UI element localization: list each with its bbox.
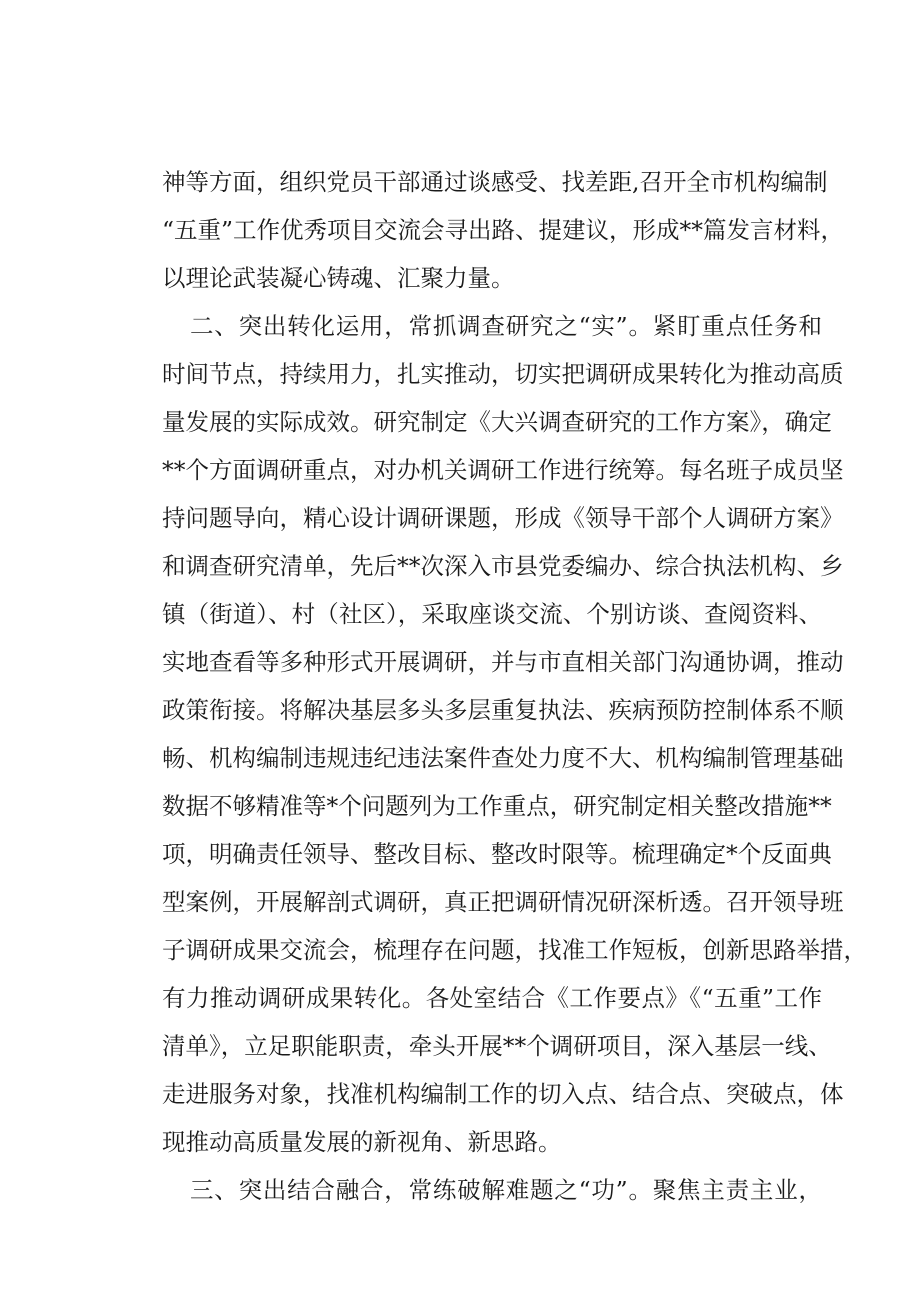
text-line: 走进服务对象，找准机构编制工作的切入点、结合点、突破点，体 <box>162 1080 844 1108</box>
text-line: 数据不够精准等*个问题列为工作重点，研究制定相关整改措施** <box>162 792 832 820</box>
text-line: 和调查研究清单，先后**次深入市县党委编办、综合执法机构、乡 <box>162 552 844 580</box>
text-line: 有力推动调研成果转化。各处室结合《工作要点》《“五重”工作 <box>162 984 822 1012</box>
text-line: 镇（街道）、村（社区），采取座谈交流、个别访谈、查阅资料、 <box>162 600 822 628</box>
text-line: 持问题导向，精心设计调研课题，形成《领导干部个人调研方案》 <box>162 504 844 532</box>
text-line: 清单》，立足职能职责，牵头开展**个调研项目，深入基层一线、 <box>162 1032 832 1060</box>
text-line: “五重”工作优秀项目交流会寻出路、提建议，形成**篇发言材料， <box>162 216 845 244</box>
text-line: **个方面调研重点，对办机关调研工作进行统筹。每名班子成员坚 <box>162 456 844 484</box>
text-line: 畅、机构编制违规违纪违法案件查处力度不大、机构编制管理基础 <box>162 744 844 772</box>
text-line: 现推动高质量发展的新视角、新思路。 <box>162 1128 562 1156</box>
section-heading-line: 三、突出结合融合，常练破解难题之“功”。聚焦主责主业， <box>190 1176 822 1204</box>
section-heading-line: 二、突出转化运用，常抓调查研究之“实”。紧盯重点任务和 <box>190 312 822 340</box>
text-line: 型案例，开展解剖式调研，真正把调研情况研深析透。召开领导班 <box>162 888 844 916</box>
text-line: 神等方面，组织党员干部通过谈感受、找差距,召开全市机构编制 <box>162 168 828 196</box>
text-line: 量发展的实际成效。研究制定《大兴调查研究的工作方案》，确定 <box>162 408 832 436</box>
text-line: 以理论武装凝心铸魂、汇聚力量。 <box>162 264 515 292</box>
text-line: 子调研成果交流会，梳理存在问题，找准工作短板，创新思路举措， <box>162 936 867 964</box>
text-line: 政策衔接。将解决基层多头多层重复执法、疾病预防控制体系不顺 <box>162 696 844 724</box>
text-line: 时间节点，持续用力，扎实推动，切实把调研成果转化为推动高质 <box>162 360 844 388</box>
text-line: 项，明确责任领导、整改目标、整改时限等。梳理确定*个反面典 <box>162 840 832 868</box>
text-line: 实地查看等多种形式开展调研，并与市直相关部门沟通协调，推动 <box>162 648 844 676</box>
